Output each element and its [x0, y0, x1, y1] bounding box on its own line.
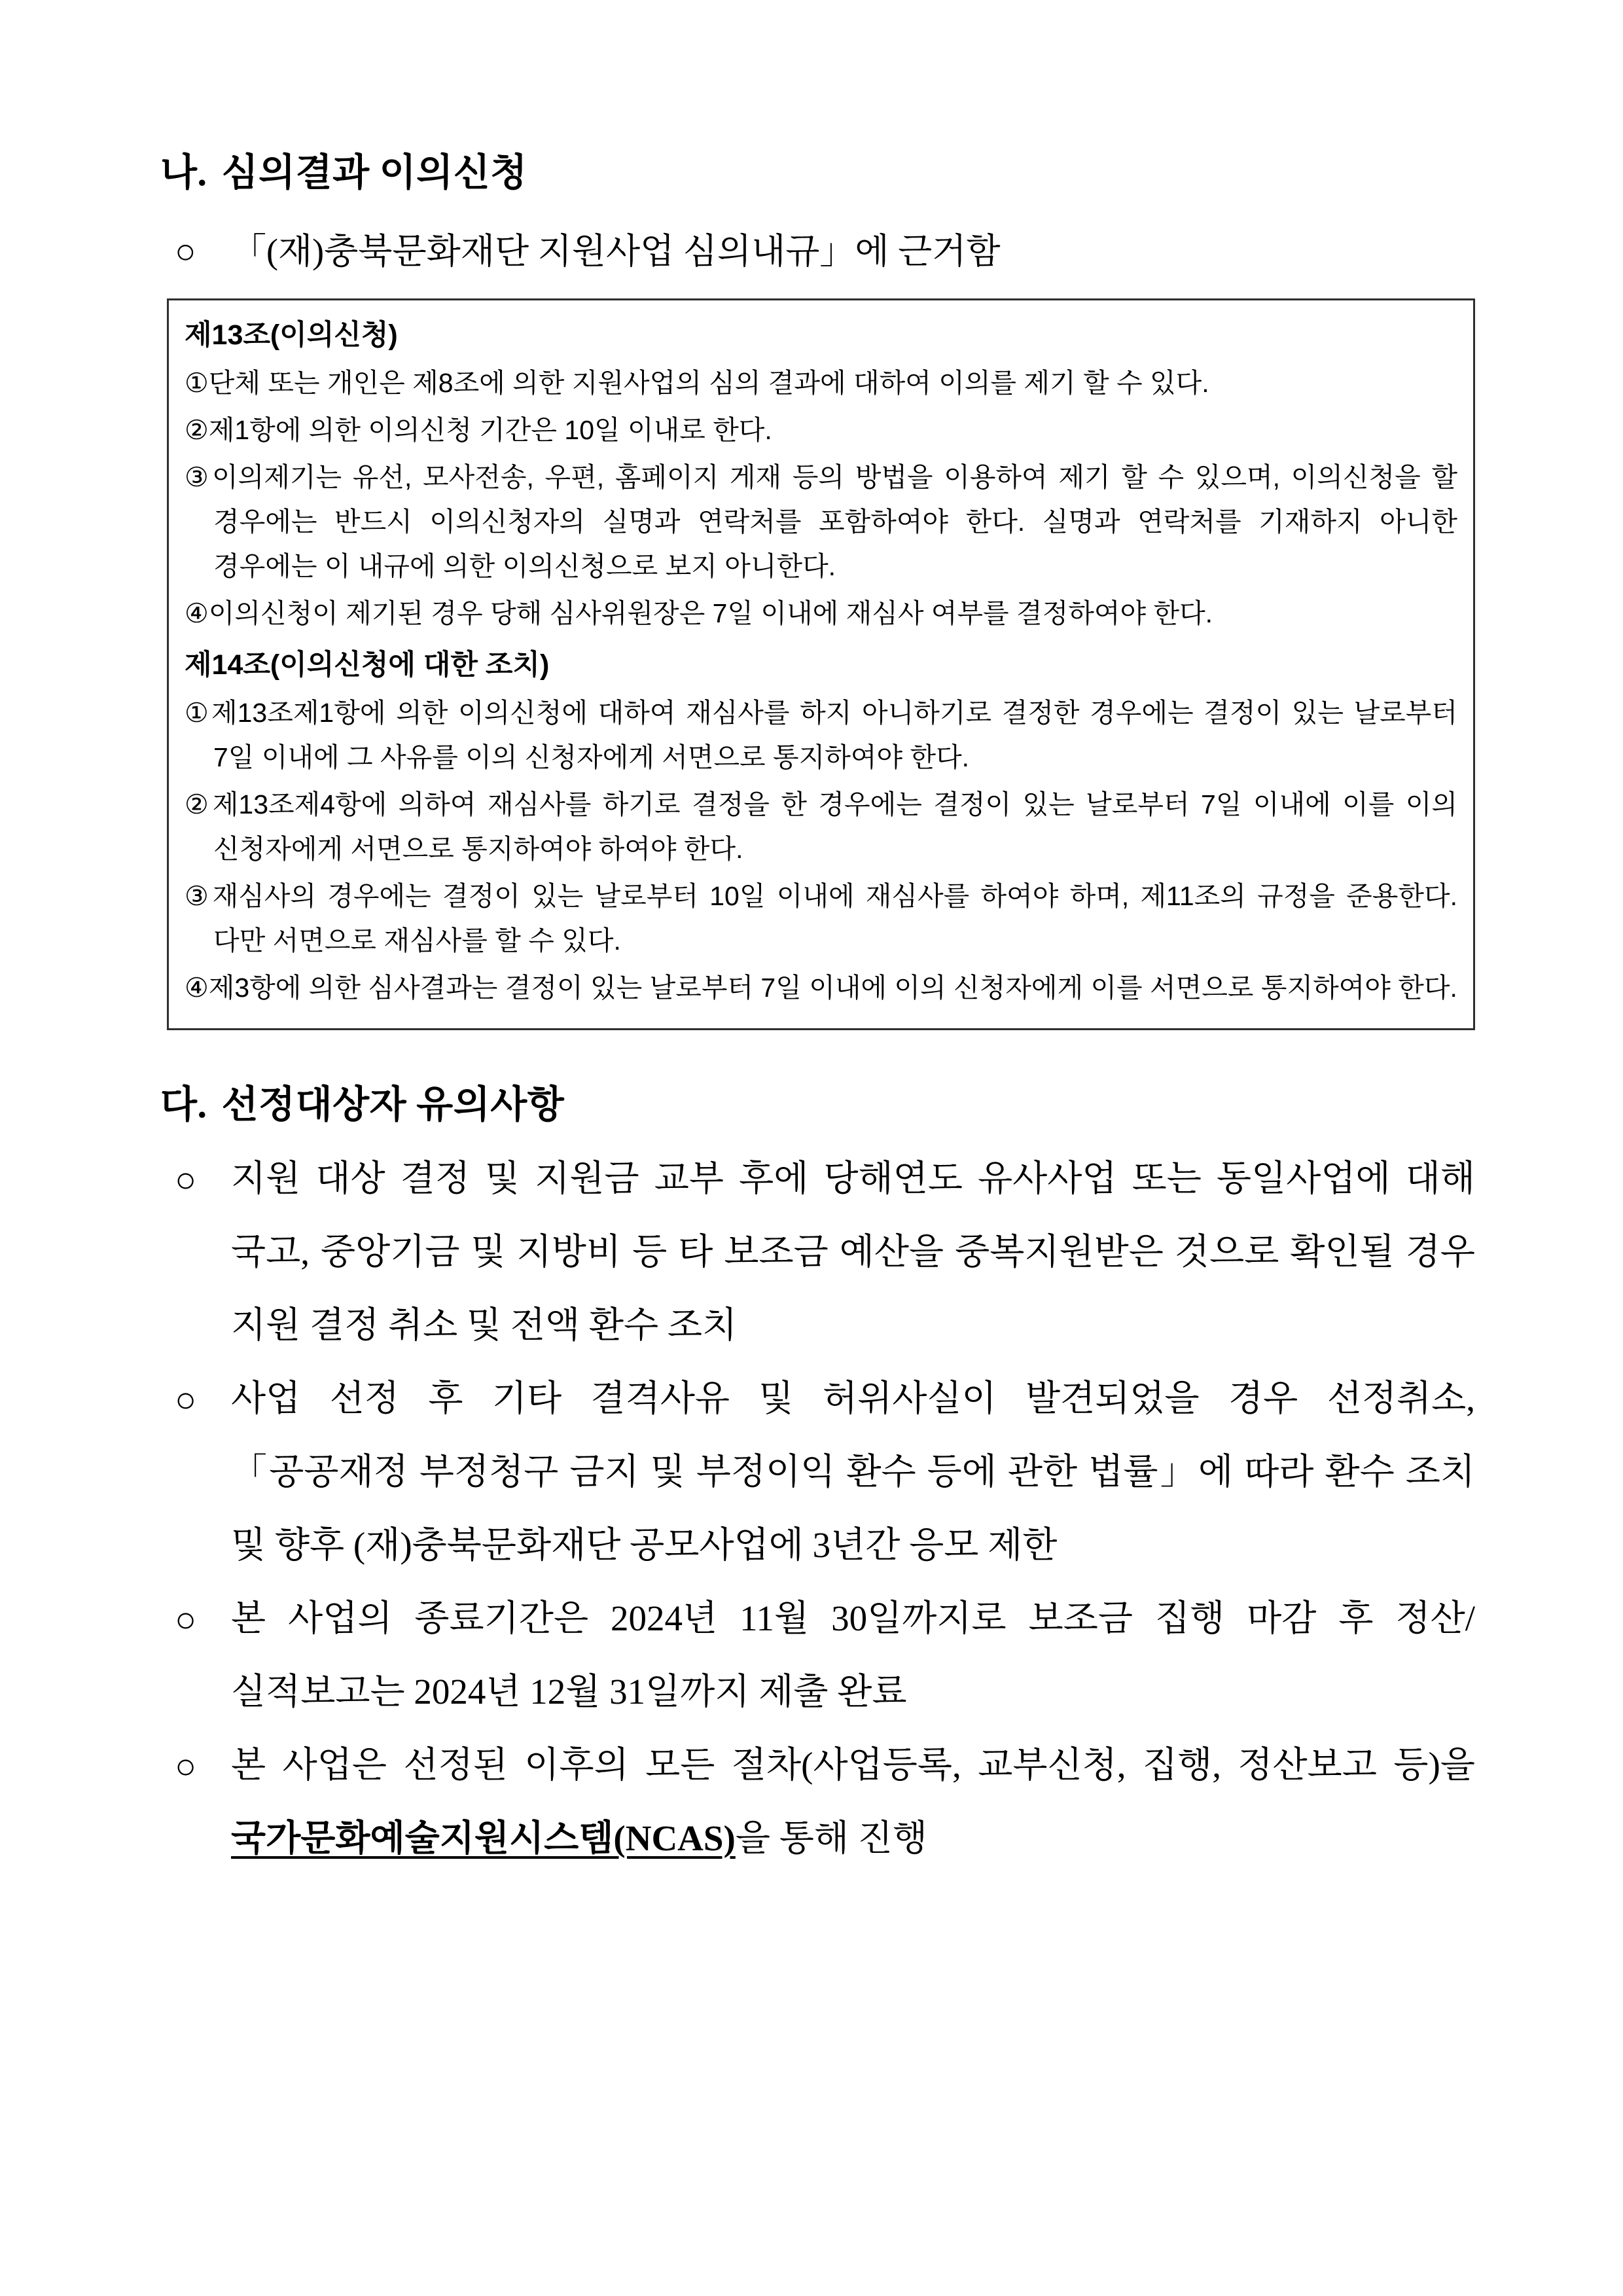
section-da-bullet-4-suffix: 을 통해 진행: [735, 1818, 927, 1858]
section-na-heading: [160, 149, 1475, 197]
circle-bullet-marker: ○: [175, 1159, 197, 1200]
section-da-bullet-3: [160, 1582, 1475, 1729]
article-13-clause-2: ②제1항에 의한 이의신청 기간은 10일 이내로 한다.: [185, 415, 772, 446]
circle-bullet-marker: ○: [175, 1599, 197, 1640]
article-14-clause-4: ④제3항에 의한 심사결과는 결정이 있는 날로부터 7일 이내에 이의 신청자에게 이를 서면으로 통지하여야 한다.: [185, 973, 1457, 1003]
article-13-heading: 제13조(이의신청): [185, 319, 398, 351]
section-da-bullet-4-prefix: 본 사업은 선정된 이후의 모든 절차(사업등록, 교부신청, 집행, 정산보고 등)을: [231, 1744, 1475, 1785]
section-da-bullet-1-text: 지원 대상 결정 및 지원금 교부 후에 당해연도 유사사업 또는 동일사업에 대해 국고, 중앙기금 및 지방비 등 타 보조금 예산을 중복지원받은 것으로 확인될 경우 지원 결정 취소 및 전액 환수 조치: [231, 1158, 1475, 1345]
ncas-system-label: 국가문화예술지원시스템(NCAS): [231, 1818, 736, 1858]
article-14-clause-3: ③재심사의 경우에는 결정이 있는 날로부터 10일 이내에 재심사를 하여야 하며, 제11조의 규정을 준용한다. 다만 서면으로 재심사를 할 수 있다.: [185, 881, 1457, 956]
section-da-bullet-2-text: 사업 선정 후 기타 결격사유 및 허위사실이 발견되었을 경우 선정취소, 「공공재정 부정청구 금지 및 부정이익 환수 등에 관한 법률」에 따라 환수 조치 및 향후 (재)충북문화재단 공모사업에 3년간 응모 제한: [231, 1378, 1475, 1565]
section-da-heading: [160, 1081, 1475, 1129]
section-da-title: 선정대상자 유의사항: [221, 1083, 565, 1126]
regulation-box: [167, 298, 1475, 1030]
article-13-clause-3: ③이의제기는 유선, 모사전송, 우편, 홈페이지 게재 등의 방법을 이용하여 제기 할 수 있으며, 이의신청을 할 경우에는 반드시 이의신청자의 실명과 연락처를 포함하여야 한다. 실명과 연락처를 기재하지 아니한 경우에는 이 내규에 의한 이의신청으로 보지 아니한다.: [185, 462, 1457, 582]
section-da-bullet-2: [160, 1362, 1475, 1582]
section-da-bullet-3-text: 본 사업의 종료기간은 2024년 11월 30일까지로 보조금 집행 마감 후 정산/실적보고는 2024년 12월 31일까지 제출 완료: [231, 1598, 1475, 1712]
section-da-label: 다.: [160, 1083, 207, 1126]
article-13-clause-1: ①단체 또는 개인은 제8조에 의한 지원사업의 심의 결과에 대하여 이의를 제기 할 수 있다.: [185, 368, 1209, 399]
section-na-bullet: [160, 227, 1475, 277]
article-13-clause-4: ④이의신청이 제기된 경우 당해 심사위원장은 7일 이내에 재심사 여부를 결정하여야 한다.: [185, 598, 1213, 629]
article-14-clause-1: ①제13조제1항에 의한 이의신청에 대하여 재심사를 하지 아니하기로 결정한 경우에는 결정이 있는 날로부터 7일 이내에 그 사유를 이의 신청자에게 서면으로 통지하여야 한다.: [185, 698, 1457, 773]
circle-bullet-marker: ○: [175, 231, 196, 271]
circle-bullet-marker: ○: [175, 1379, 197, 1420]
section-na-bullet-text: 「(재)충북문화재단 지원사업 심의내규」에 근거함: [231, 231, 1001, 271]
section-na-title: 심의결과 이의신청: [221, 151, 527, 194]
article-14-heading: 제14조(이의신청에 대한 조치): [185, 649, 550, 681]
section-na-label: 나.: [160, 151, 207, 194]
section-da-bullet-4: [160, 1729, 1475, 1875]
section-da-bullet-1: [160, 1142, 1475, 1362]
article-14-clause-2: ②제13조제4항에 의하여 재심사를 하기로 결정을 한 경우에는 결정이 있는 날로부터 7일 이내에 이를 이의 신청자에게 서면으로 통지하여야 하여야 한다.: [185, 789, 1457, 865]
circle-bullet-marker: ○: [175, 1746, 197, 1786]
